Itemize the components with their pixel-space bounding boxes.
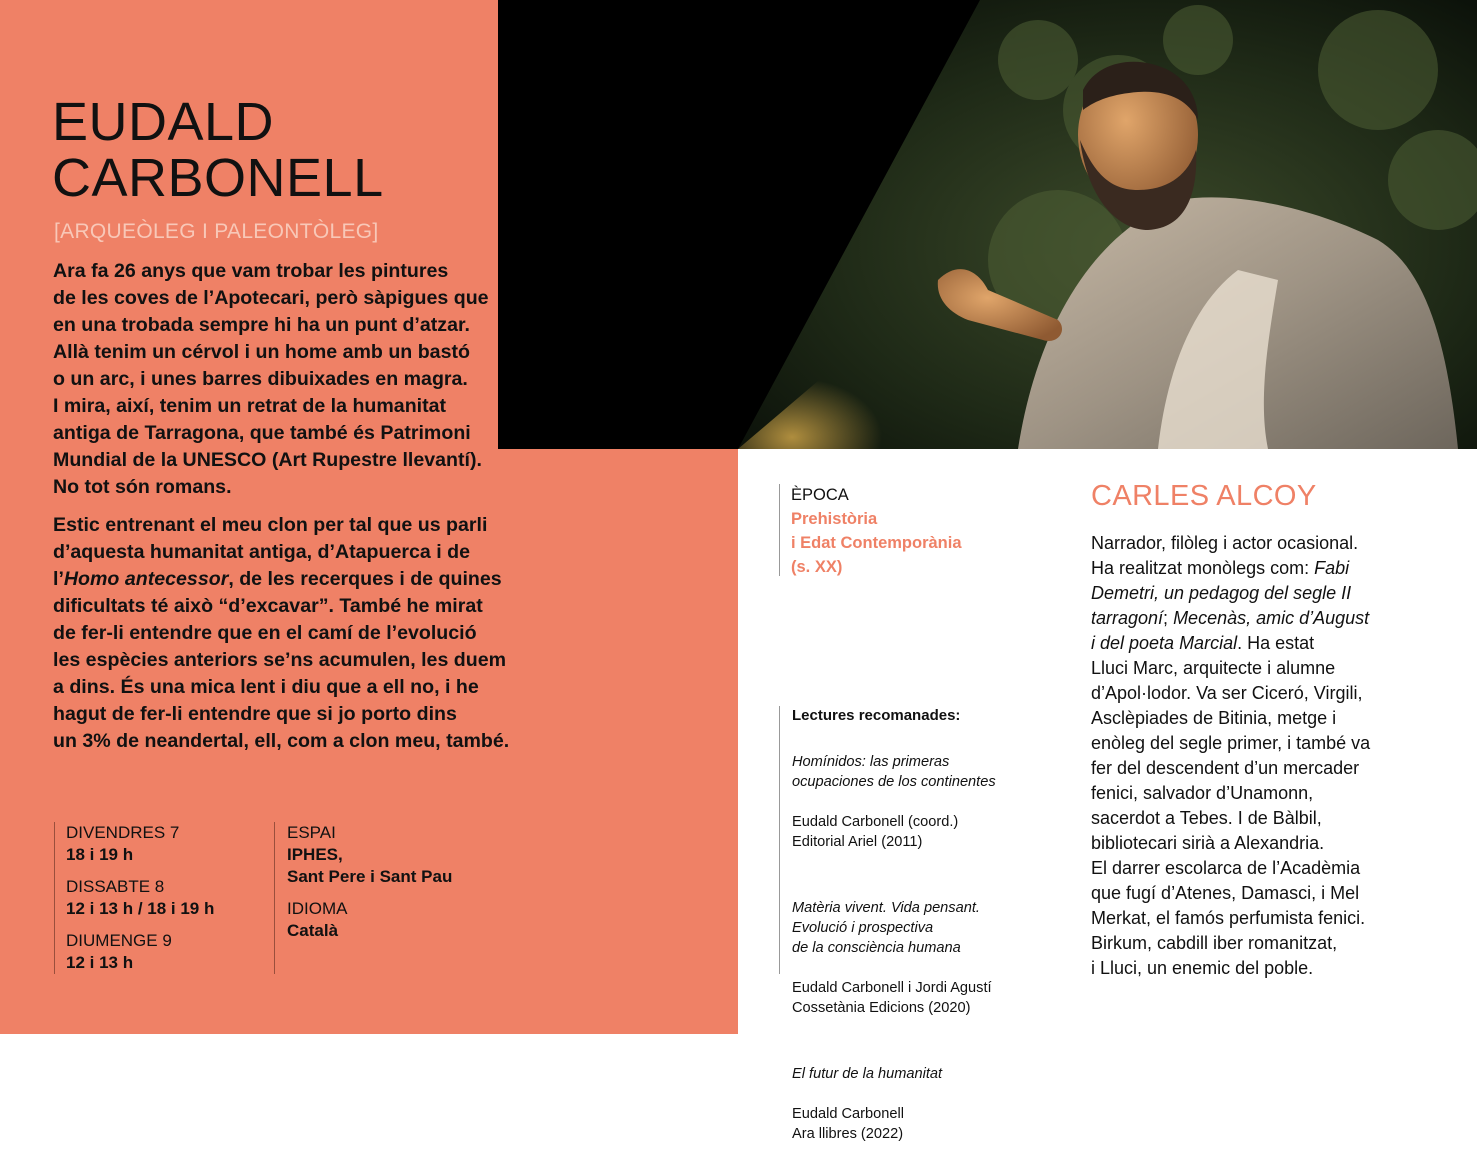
book-item [792, 878, 1062, 1038]
book-title: Matèria vivent. Vida pensant. Evolució i prospectiva de la consciència humana [792, 900, 980, 956]
epoch-label: ÈPOCA [791, 486, 849, 504]
monologue-text [53, 258, 613, 766]
book-info: Eudald Carbonell Ara llibres (2022) [792, 1106, 904, 1142]
space-label: ESPAI [287, 823, 336, 842]
day-3: DIUMENGE 9 [66, 931, 172, 950]
bio-work-1: Fabi Demetri, un pedagog del segle II tarragoní [1091, 558, 1352, 628]
bio-part-1: Narrador, filòleg i actor ocasional. Ha realitzat monòlegs com: [1091, 533, 1359, 578]
book-info: Eudald Carbonell (coord.) Editorial Ariel (2011) [792, 814, 959, 850]
paragraph-2-part-b: , de les recerques i de quines dificultats té això “d’excavar”. També he mirat de fer-li entendre que en el camí de l’evolució les espècies anteriors se’ns acumulen, les duem a dins. És una mica lent i diu que a ell no, i he hagut de fer-li entendre que si jo porto dins un 3% de neandertal, ell, com a clon meu, també. [53, 568, 510, 752]
performer-photo [498, 0, 1477, 449]
paragraph-2-species: Homo antecessor [63, 568, 229, 590]
epoch-block [779, 484, 962, 576]
venue-block [274, 822, 452, 974]
book-info: Eudald Carbonell i Jordi Agustí Cossetània Edicions (2020) [792, 980, 992, 1016]
time-3: 12 i 13 h [66, 953, 134, 972]
narrator-name: CARLES ALCOY [1091, 480, 1317, 512]
bio-work-2: Mecenàs, amic d’August i del poeta Marcial [1091, 608, 1370, 653]
bio-part-2: ; [1163, 608, 1174, 628]
space-line-1: IPHES, [287, 845, 343, 864]
epoch-value: Prehistòria i Edat Contemporània (s. XX) [791, 510, 962, 576]
bio-part-3: . Ha estat Lluci Marc, arquitecte i alumne d’Apol·lodor. Va ser Ciceró, Virgili, Asclèpiades de Bitinia, metge i enòleg del segle primer, i també va fer del descendent d’un mercader fenici, salvador d’Unamonn, sacerdot a Tebes. I de Bàlbil, bibliotecari sirià a Alexandria. El darrer escolarca de l’Acadèmia que fugí d’Atenes, Damasci, i Mel Merkat, el famós perfumista fenici. Birkum, cabdill iber romanitzat, i Lluci, un enemic del poble. [1091, 633, 1371, 978]
actor-image [498, 0, 1477, 449]
readings-heading: Lectures recomanades: [792, 707, 961, 724]
language-value: Català [287, 921, 339, 940]
day-1: DIVENDRES 7 [66, 823, 180, 842]
book-title: El futur de la humanitat [792, 1066, 943, 1082]
paragraph-2 [53, 512, 613, 755]
day-2: DISSABTE 8 [66, 877, 165, 896]
title-line-2: CARBONELL [52, 148, 384, 208]
title-line-1: EUDALD [52, 92, 275, 152]
profession-subtitle: [ARQUEÒLEG I PALEONTÒLEG] [54, 220, 379, 243]
schedule-block [54, 822, 214, 974]
paragraph-1: Ara fa 26 anys que vam trobar les pintures de les coves de l’Apotecari, però sàpigues que en una trobada sempre hi ha un punt d’atzar. Allà tenim un cérvol i un home amb un bastó o un arc, i unes barres dibuixades en magra. I mira, així, tenim un retrat de la humanitat antiga de Tarragona, que també és Patrimoni Mundial de la UNESCO (Art Rupestre llevantí). No tot són romans. [53, 260, 489, 498]
recommended-readings [779, 706, 1062, 1142]
language-label: IDIOMA [287, 899, 348, 918]
time-1: 18 i 19 h [66, 845, 134, 864]
page-title [52, 94, 384, 206]
space-line-2: Sant Pere i Sant Pau [287, 867, 453, 886]
narrator-bio [1091, 531, 1411, 981]
book-title: Homínidos: las primeras ocupaciones de los continentes [792, 754, 996, 790]
book-item [792, 732, 1062, 872]
time-2: 12 i 13 h / 18 i 19 h [66, 899, 215, 918]
book-item [792, 1044, 1062, 1164]
paragraph-2-part-a: Estic entrenant el meu clon per tal que us parli d’aquesta humanitat antiga, d’Atapuerca i de l’ [53, 514, 488, 590]
